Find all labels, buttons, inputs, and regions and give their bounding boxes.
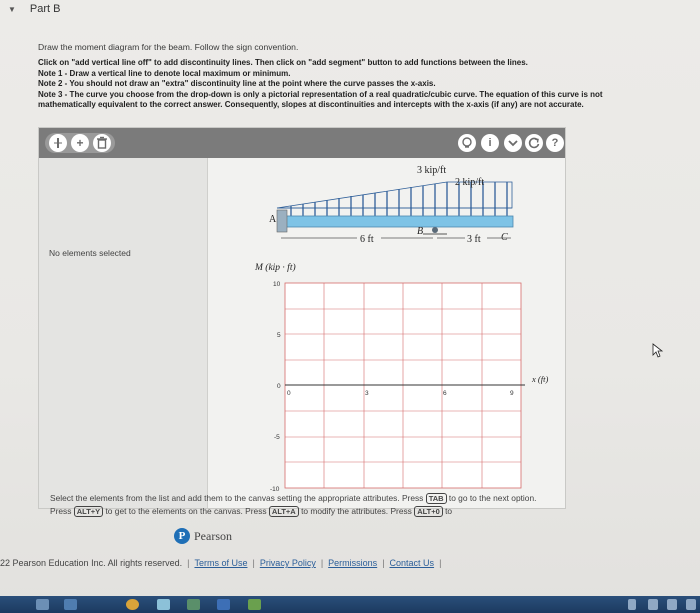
mouse-cursor-icon [652,343,664,359]
instruction-line: Note 1 - Draw a vertical line to denote local maximum or minimum. [38,68,291,78]
lightbulb-icon [458,134,476,152]
taskbar-app-icon[interactable] [248,599,261,610]
footer-text: to get to the elements on the canvas. Press [105,506,267,516]
instruction-line: Note 3 - The curve you choose from the drop-down is only a pictorial representation of a real quadratic/cubic curve. The equation of this curve is not [38,89,603,99]
x-tick: 6 [443,390,447,397]
taskbar-app-icon[interactable] [157,599,170,610]
no-elements-text: No elements selected [49,248,131,258]
y-tick: 5 [277,332,281,339]
fixed-support [277,210,287,232]
privacy-link[interactable]: Privacy Policy [259,558,316,568]
key-badge: TAB [426,493,447,504]
key-badge: ALT+0 [414,506,443,517]
x-tick: 3 [365,390,369,397]
trash-icon [93,134,111,152]
roller-support [432,227,438,233]
volume-icon[interactable] [667,599,677,610]
dim-right: 3 ft [467,234,481,245]
tray-icon[interactable] [686,599,696,610]
add-vertical-line-button[interactable] [49,134,67,152]
instructions [38,58,688,111]
load-label-left: 3 kip/ft [417,165,447,176]
problem-intro: Draw the moment diagram for the beam. Follow the sign convention. [38,42,299,52]
instruction-line: mathematically equivalent to the correct answer. Consequently, slopes at discontinuities and intercepts with the x-axis (if any) are not accurate. [38,100,584,109]
drawing-canvas[interactable] [207,158,565,496]
copyright-bar: 22 Pearson Education Inc. All rights reserved. | Terms of Use | Privacy Policy | Permissions | Contact Us | [0,558,442,568]
collapse-triangle-icon[interactable]: ▼ [8,5,16,14]
footer-text: to modify the attributes. Press [301,506,412,516]
label-a: A [269,214,277,225]
footer-text: to [445,506,453,516]
beam [279,216,513,227]
vertical-line-icon [49,134,67,152]
reset-icon [525,134,543,152]
dim-left: 6 ft [360,234,374,245]
y-tick: 0 [277,383,281,390]
instruction-line: Note 2 - You should not draw an "extra" discontinuity line at the point where the curve passes the x-axis. [38,79,436,88]
footer-text: next option. Press [50,493,537,516]
pearson-logo-icon: P [174,528,190,544]
chevron-down-icon [504,134,522,152]
taskbar [0,596,700,613]
taskbar-browser-icon[interactable] [126,599,139,610]
y-tick: -5 [274,434,280,441]
pearson-brand [174,526,232,546]
contact-link[interactable]: Contact Us [389,558,435,568]
label-c: C [501,232,508,243]
delete-button[interactable] [93,134,111,152]
moment-grid [285,283,525,488]
hint-button[interactable] [458,134,476,152]
permissions-link[interactable]: Permissions [328,558,378,568]
key-badge: ALT+A [269,506,299,517]
drawing-tool [38,127,566,509]
instruction-line: Click on "add vertical line off" to add discontinuity lines. Then click on "add segment" button to add functions between the lines. [38,58,528,67]
footer-text: to go to the [448,493,491,503]
part-header[interactable] [8,3,61,15]
x-tick: 9 [510,390,514,397]
element-list-panel [39,158,208,508]
taskbar-app-icon[interactable] [187,599,200,610]
tray-icon[interactable] [628,599,636,610]
taskbar-word-icon[interactable] [217,599,230,610]
y-axis-label: M (kip · ft) [255,263,296,273]
key-badge: ALT+Y [74,506,103,517]
load-label-right: 2 kip/ft [455,177,485,188]
toolbar [39,128,565,158]
part-title: Part B [29,3,61,15]
taskbar-app-icon[interactable] [36,599,49,610]
y-tick: 10 [273,281,281,288]
taskbar-app-icon[interactable] [64,599,77,610]
check-button[interactable] [504,134,522,152]
y-tick: -10 [270,486,280,493]
label-b: B [417,226,424,237]
x-axis-label: x (ft) [532,374,549,384]
x-tick: 0 [287,390,291,397]
brand-name: Pearson [194,528,232,543]
terms-link[interactable]: Terms of Use [194,558,248,568]
keyboard-instructions [50,492,560,518]
info-button[interactable]: i [481,134,499,152]
wifi-icon[interactable] [648,599,658,610]
help-button[interactable]: ? [546,134,564,152]
footer-text: Select the elements from the list and add them to the canvas setting the appropriate attributes. Press [50,493,424,503]
copyright-text: 22 Pearson Education Inc. All rights reserved. [0,558,183,568]
add-segment-button[interactable]: + [71,134,89,152]
reset-button[interactable] [525,134,543,152]
